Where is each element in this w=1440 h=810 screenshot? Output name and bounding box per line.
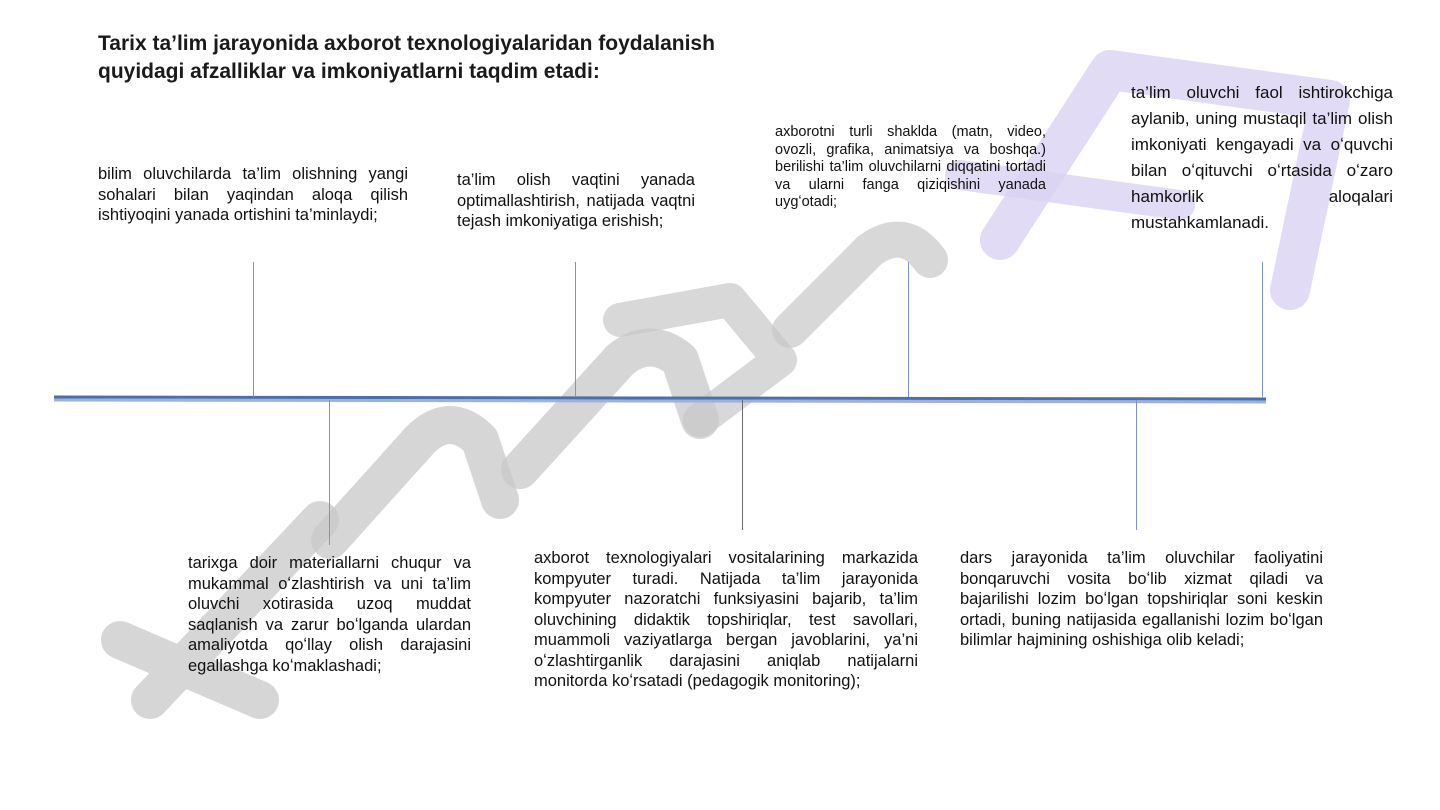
bottom-item-1: tarixga doir materiallarni chuqur va mukammal oʻzlashtirish va uni ta’lim oluvchi xotirasida uzoq muddat saqlanish va zarur boʻlganda ulardan amaliyotda qoʻllay olish darajasini egallashga koʻmaklashadi;: [188, 554, 471, 675]
title-line-1: Tarix ta’lim jarayonida axborot texnologiyalaridan foydalanish: [98, 32, 715, 55]
connector-bottom-2: [742, 400, 743, 530]
top-item-2: ta’lim olish vaqtini yanada optimallashtirish, natijada vaqtni tejash imkoniyatiga erishish;: [457, 171, 695, 230]
top-item-1: bilim oluvchilarda ta’lim olishning yangi sohalari bilan yaqindan aloqa qilish ishtiyoqini yanada ortishini ta’minlaydi;: [98, 165, 408, 224]
connector-top-3: [908, 262, 909, 397]
title-line-2: quyidagi afzalliklar va imkoniyatlarni taqdim etadi:: [98, 60, 600, 83]
top-item-3: axborotni turli shaklda (matn, video, ovozli, grafika, animatsiya va boshqa.) berilishi ta’lim oluvchilarni diqqatini tortadi va ularni fanga qiziqishini yanada uygʻotadi;: [775, 124, 1046, 210]
connector-top-1: [253, 262, 254, 397]
top-item-4: ta’lim oluvchi faol ishtirokchiga aylanib, uning mustaqil ta’lim olish imkoniyati kengayadi va oʻquvchi bilan oʻqituvchi oʻrtasida oʻzaro hamkorlik aloqalari mustahkamlanadi.: [1131, 83, 1393, 232]
timeline-axis-line: [54, 397, 1266, 399]
timeline-axis-shadow: [54, 400, 1266, 402]
bottom-item-3: dars jarayonida ta’lim oluvchilar faoliyatini bonqaruvchi vosita boʻlib xizmat qiladi va bajarilishi lozim boʻlgan topshiriqlar soni keskin ortadi, buning natijasida egallanishi lozim boʻlgan bilimlar hajmining oshishiga olib keladi;: [960, 549, 1323, 649]
connector-bottom-3: [1136, 400, 1137, 530]
connector-top-4: [1262, 262, 1263, 397]
connector-bottom-1: [329, 400, 330, 545]
connector-top-2: [575, 262, 576, 397]
bottom-item-2: axborot texnologiyalari vositalarining markazida kompyuter turadi. Natijada ta’lim jarayonida kompyuter nazoratchi funksiyasini bajarib, ta’lim oluvchining didaktik topshiriqlar, test savollari, muammoli vaziyatlarga bergan javoblarini, ya’ni oʻzlashtirganlik darajasini aniqlab natijalarni monitorda koʻrsatadi (pedagogik monitoring);: [534, 549, 918, 690]
